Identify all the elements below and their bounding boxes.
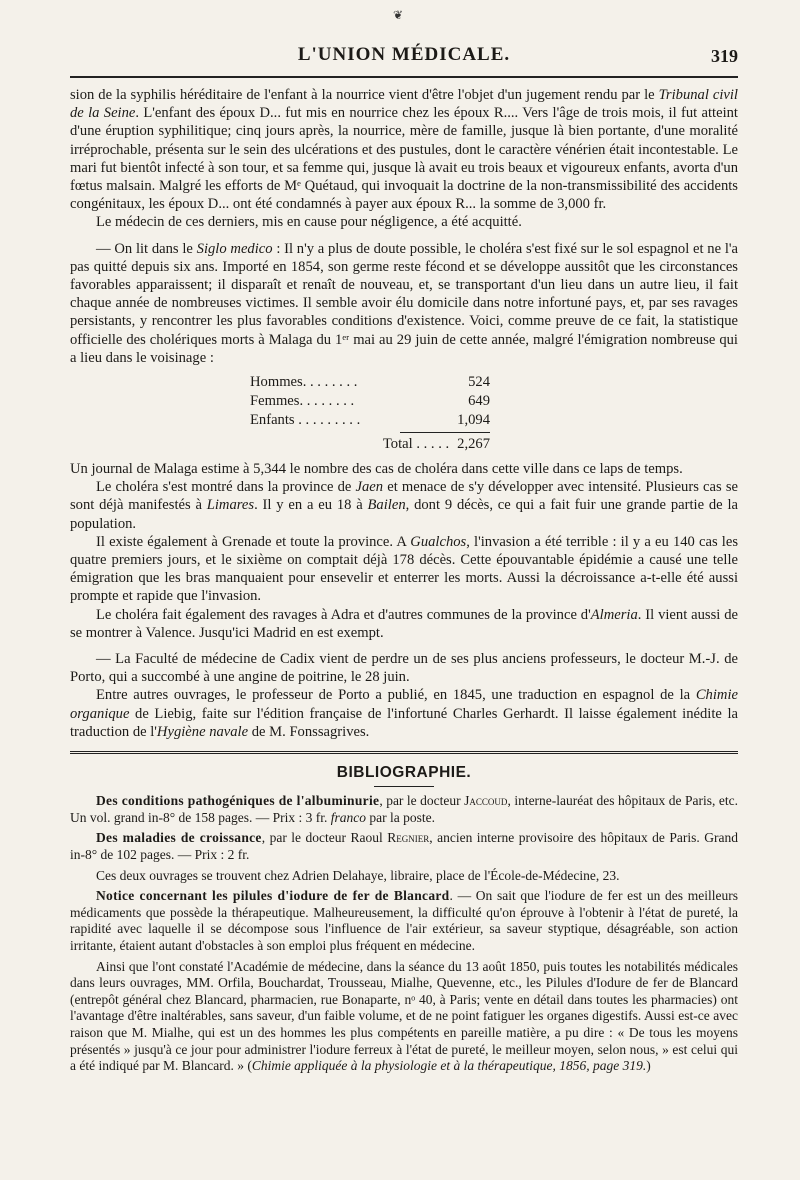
paragraph-cadix: — La Faculté de médecine de Cadix vient de perdre un de ses plus anciens professeurs, le docteur M.-J. de Porto, qui a succombé à une angine de poitrine, le 28 juin. — [70, 651, 738, 686]
page-number: 319 — [711, 46, 738, 66]
paragraph-grenade: Il existe également à Grenade et toute la province. A Gualchos, l'invasion a été terrible : il y a eu 140 cas les quatre premiers jours, et le sixième on comptait déjà 178 décès. Cette épouvantable épidémie a causé une telle émigration que les bras manquaient pour ensevelir et enterrer les morts. Aussi la décroissance a-t-elle été aussi prompte et rapide que l'invasion. — [70, 533, 739, 605]
cholera-statistics-table — [250, 373, 490, 454]
paragraph-porto-works: Entre autres ouvrages, le professeur de Porto a publié, en 1845, une traduction en espagnol de la Chimie organique de Liebig, faite sur l'édition française de l'infortuné Charles Gerhardt. Il laisse également inédite la traduction de l'Hygiène navale de M. Fonssagrives. — [70, 687, 738, 740]
section-divider — [70, 751, 738, 754]
bibliographie-entry-delahaye: Ces deux ouvrages se trouvent chez Adrien Delahaye, libraire, place de l'École-de-Médecine, 23. — [96, 867, 620, 883]
paragraph-jaen: Le choléra s'est montré dans la province de Jaen et menace de s'y développer avec intensité. Plusieurs cas se sont déjà manifestés à Limares. Il y en a eu 18 à Bailen, dont 9 décès, ce qui a fait fuir une grande partie de la population. — [70, 479, 738, 532]
running-title: L'UNION MÉDICALE. — [297, 44, 511, 65]
stat-row-femmes: Femmes. . . . . . . . 649 — [250, 393, 490, 410]
paragraph-cholera-spain: — On lit dans le Siglo medico : Il n'y a plus de doute possible, le choléra s'est fixé sur le sol espagnol et ne l'a pas quitté depuis six ans. Importé en 1854, son germe reste fécond et se développe aussitôt que les circonstances favorables apparaissent; il disparaît et renaît de nouveau, et, se transportant d'un lieu dans un autre lieu, il fait chaque année de nombreuses victimes. Il semble avoir élu domicile dans notre infortuné pays, et, par ses ravages persistants, y rencontrer les plus favorables conditions d'existence. Voici, comme preuve de ce fait, la statistique officielle des cholériques morts à Malaga du 1ᵉʳ mai au 29 juin de cette année, malgré l'émigration nombreuse qui a lieu dans le voisinage : — [70, 240, 738, 366]
article-body — [70, 86, 738, 1075]
page-header — [70, 44, 738, 72]
notice-blancard: Notice concernant les pilules d'iodure de fer de Blancard. — On sait que l'iodure de fer est un des meilleurs médicaments que possède la thérapeutique. Malheureusement, la difficulté qu'on éprouve à l'obtenir à l'état de pureté, la rapidité avec laquelle il se décompose sous l'influence de l'air extérieur, sa saveur styptique, désagréable, son action irritante, étaient autant d'obstacles à son emploi plus fréquent en médecine. — [70, 888, 738, 954]
stat-row-total: Total . . . . . 2,267 — [382, 436, 490, 453]
header-rule — [70, 76, 738, 78]
bibliographie-list — [70, 793, 738, 1075]
bibliographie-entry-albuminurie: Des conditions pathogéniques de l'albuminurie, par le docteur Jaccoud, interne-lauréat des hôpitaux de Paris, etc. Un vol. grand in-8° de 158 pages. — Prix : 3 fr. franco par la poste. — [70, 793, 738, 825]
notice-blancard-continued: Ainsi que l'ont constaté l'Académie de médecine, dans la séance du 13 août 1850, puis toutes les notabilités médicales dans leurs ouvrages, MM. Orfila, Bouchardat, Trousseau, Mialhe, Quevenne, etc., les Pilules d'Iodure de fer de Blancard (entrepôt général chez Blancard, pharmacien, rue Bonaparte, nᵒ 40, à Paris; vente en détail dans toutes les pharmacies) ont l'avantage d'être inaltérables, sans saveur, d'un faible volume, et de ne point fatiguer les organes digestifs. Aussi est-ce avec raison que M. Mialhe, qui est un des hommes les plus compétents en pareille matière, a pu dire : « De tous les moyens présentés » jusqu'à ce jour pour administrer l'iodure ferreux à l'état de pureté, le meilleur moyen, selon nous, » est celui qui a été indiqué par M. Blancard. » (Chimie appliquée à la physiologie et à la thérapeutique, 1856, page 319.) — [70, 958, 738, 1074]
stat-row-enfants: Enfants . . . . . . . . . 1,094 — [250, 412, 490, 429]
bibliographie-heading: BIBLIOGRAPHIE. — [336, 764, 472, 782]
paragraph-almeria: Le choléra fait également des ravages à Adra et d'autres communes de la province d'Almeria. Il vient aussi de se montrer à Valence. Jusqu'ici Madrid en est exempt. — [70, 606, 738, 641]
paragraph-acquittal: Le médecin de ces derniers, mis en cause pour négligence, a été acquitté. — [96, 214, 522, 231]
ornament-mark: ❦ — [393, 8, 404, 22]
total-rule — [400, 432, 490, 433]
paragraph-syphilis-judgment: sion de la syphilis héréditaire de l'enfant à la nourrice vient d'être l'objet d'un jugement rendu par le Tribunal civil de la Seine. L'enfant des époux D... fut mis en nourrice chez les époux R.... Vers l'âge de trois mois, il fut atteint d'une éruption syphilitique; cinq jours après, la nourrice, mère de famille, jusque là bien portante, d'une moralité irréprochable, présenta sur le sein des ulcérations et des pustules, dont le caractère vénérien était incontestable. Le mari fut bientôt infecté à son tour, et sa femme qui, jusque là avait eu trois beaux et vigoureux enfants, avorta d'un fœtus malsain. Malgré les efforts de Mᵉ Quétaud, qui invoquait la doctrine de la non-transmissibilité des accidents congénitaux, les époux D... ont été condamnés à payer aux époux R... la somme de 3,000 fr. — [70, 87, 738, 213]
bibliographie-heading-rule — [374, 786, 434, 787]
stat-row-hommes: Hommes. . . . . . . . 524 — [250, 374, 490, 391]
bibliographie-entry-croissance: Des maladies de croissance, par le docteur Raoul Regnier, ancien interne provisoire des hôpitaux de Paris. Grand in-8° de 102 pages. — Prix : 2 fr. — [70, 830, 738, 863]
paragraph-malaga-estimate: Un journal de Malaga estime à 5,344 le nombre des cas de choléra dans cette ville dans ce laps de temps. — [70, 461, 683, 478]
